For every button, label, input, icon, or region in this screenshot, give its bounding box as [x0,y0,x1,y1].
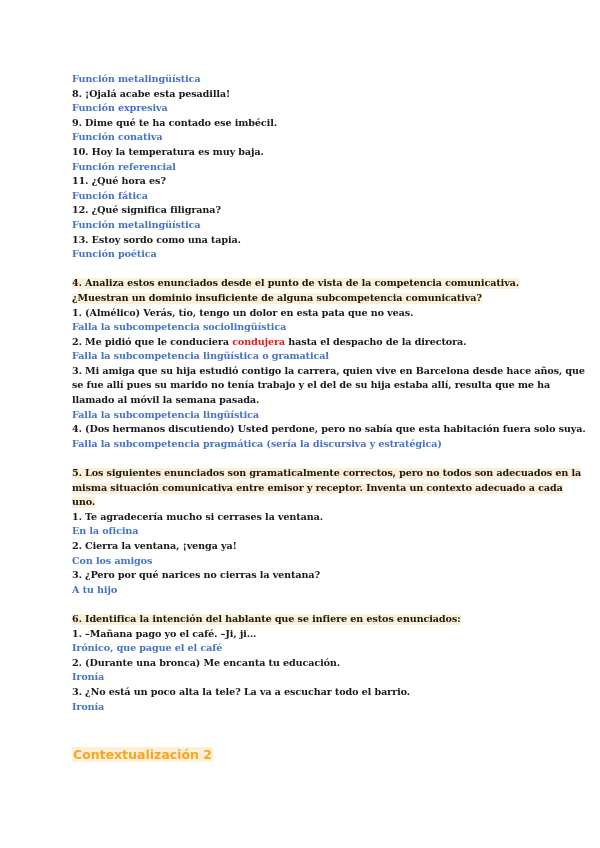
question-6-answer-2: Ironía [72,672,105,684]
item-2-text-after: hasta el despacho de la directora. [285,336,467,348]
function-answer: Función expresiva [72,103,168,115]
question-5-item-3: 3. ¿Pero por qué narices no cierras la ventana? [72,570,321,582]
question-5-item-2: 2. Cierra la ventana, ¡venga ya! [72,541,237,552]
section-3-answers [72,73,528,263]
question-6-prompt: 6. Identifica la intención del hablante que se infiere en estos enunciados: [72,613,461,625]
exercise-item: 12. ¿Qué significa filigrana? [72,205,221,217]
question-5-item-1: 1. Te agradecería mucho si cerrases la ventana. [72,511,323,523]
question-4-item-3-line-3: llamado al móvil la semana pasada. [72,395,260,407]
question-6-answer-1: Irónico, que pague el el café [72,643,223,655]
exercise-item: 10. Hoy la temperatura es muy baja. [72,146,264,158]
question-5-prompt-line-3: uno. [72,497,96,509]
document-content [72,73,586,715]
section-heading-contextualizacion: Contextualización 2 [73,747,212,762]
function-answer: Función conativa [72,132,163,144]
question-4-prompt-line-1: 4. Analiza estos enunciados desde el punto de vista de la competencia comunicativa. [72,278,520,290]
question-4-item-1: 1. (Almélico) Verás, tío, tengo un dolor en esta pata que no veas. [72,307,414,319]
question-4-answer-3: Falla la subcompetencia lingüística [72,409,260,421]
item-2-text-before: 2. Me pidió que le conduciera [72,336,233,348]
function-answer: Función referencial [72,161,176,173]
question-6-item-2: 2. (Durante una bronca) Me encanta tu educación. [72,657,341,669]
exercise-item: 8. ¡Ojalá acabe esta pesadilla! [72,88,231,100]
question-5-prompt-line-1: 5. Los siguientes enunciados son gramaticalmente correctos, pero no todos son adecuados en la [72,468,582,480]
question-5-answer-1: En la oficina [72,526,139,538]
function-answer: Función metalingüística [72,219,201,231]
question-5-answer-3: A tu hijo [72,584,118,596]
question-4-answer-2: Falla la subcompetencia lingüística o gramatical [72,351,329,363]
exercise-item: 13. Estoy sordo como una tapia. [72,234,241,246]
function-answer: Función fática [72,190,148,202]
exercise-item: 9. Dime qué te ha contado ese imbécil. [72,117,277,129]
question-4-item-2 [72,336,528,351]
question-5-answer-2: Con los amigos [72,555,153,567]
function-answer: Función poética [72,249,157,261]
question-4-item-3-line-2: se fue allí pues su marido no tenía trabajo y el del de su hija estaba allí, resulta que me ha [72,380,551,392]
question-4-answer-4: Falla la subcompetencia pragmática (sería la discursiva y estratégica) [72,438,442,450]
question-4-prompt-line-2: ¿Muestran un dominio insuficiente de alguna subcompetencia comunicativa? [72,292,482,304]
question-5-prompt-line-2: misma situación comunicativa entre emisor y receptor. Inventa un contexto adecuado a cada [72,482,563,494]
question-6-item-1: 1. –Mañana pago yo el café. –Ji, ji… [72,628,257,640]
question-5 [72,467,582,598]
corrected-word: condujera [232,336,286,348]
exercise-item: 11. ¿Qué hora es? [72,176,166,188]
question-4-item-3-line-1: 3. Mi amiga que su hija estudió contigo la carrera, quien vive en Barcelona desde hace años, que [72,365,585,377]
question-6-item-3: 3. ¿No está un poco alta la tele? La va a escuchar todo el barrio. [72,686,411,698]
question-6-answer-3: Ironía [72,701,105,713]
function-answer: Función metalingüística [72,74,201,85]
question-4 [72,277,586,452]
question-4-answer-1: Falla la subcompetencia sociolingüística [72,322,287,334]
question-6 [72,613,528,715]
question-4-item-4: 4. (Dos hermanos discutiendo) Usted perdone, pero no sabía que esta habitación fuera solo suya. [72,424,586,436]
